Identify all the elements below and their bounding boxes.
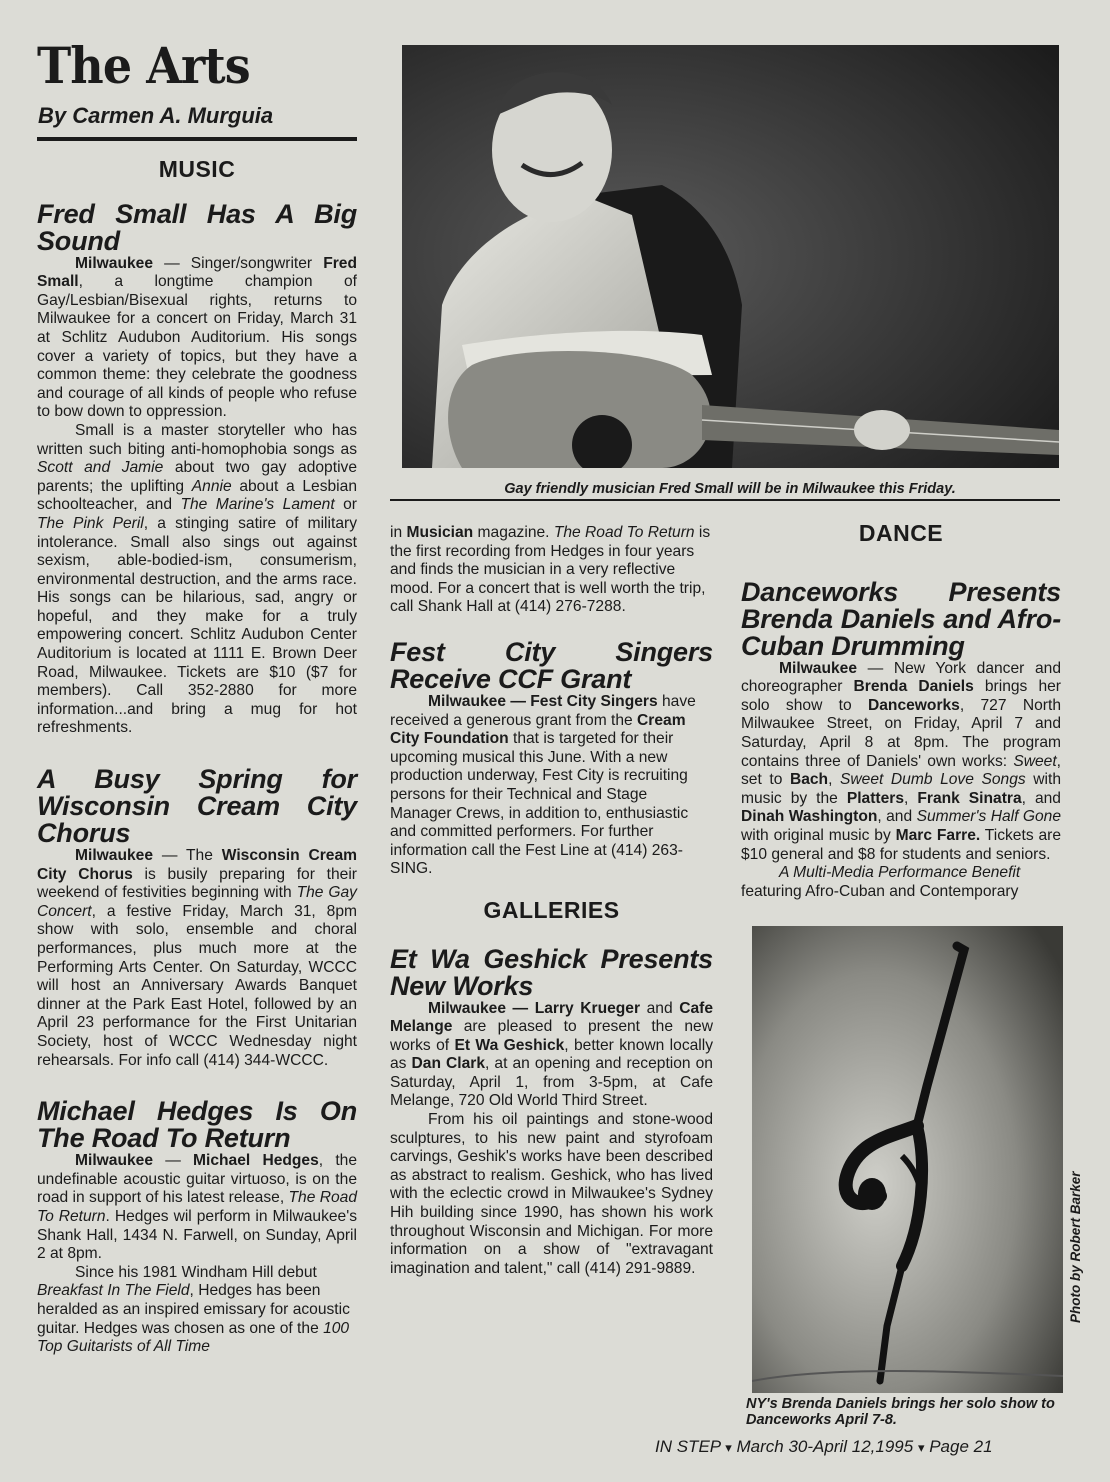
- dancer-photo-illustration: [752, 926, 1063, 1393]
- section-heading-galleries: GALLERIES: [483, 896, 620, 923]
- article-headline: Fred Small Has A Big Sound: [37, 198, 357, 256]
- page-footer: [655, 1436, 993, 1459]
- caption-rule: [390, 499, 1060, 501]
- article-paragraph: Small is a master storyteller who has written such biting anti-homophobia songs as Scott and Jamie about two gay adoptive parents; the uplifting Annie about a Lesbian schoolteacher, and The Marine's Lament or The Pink Peril, a stinging satire of military intolerance. Small also sings out against sexism, able-bodied-ism, consumerism, environmental destruction, and the arms race. His songs can be hilarious, sad, angry or hopeful, and they make for a truly empowering concert. Schlitz Audubon Center Auditorium is located at 1111 E. Brown Deer Road, Milwaukee. Tickets are $10 ($7 for members). Call 352-2880 for more information...and bring a mug for hot refreshments.: [37, 421, 357, 737]
- publication-name: IN STEP: [655, 1437, 721, 1456]
- article-paragraph: Milwaukee — New York dancer and choreographer Brenda Daniels brings her solo show to Danceworks, 727 North Milwaukee Street, on Friday, April 7 and Saturday, April 8 at 8pm. The program contains three of Daniels' own works: Sweet, set to Bach, Sweet Dumb Love Songs with music by the Platters, Frank Sinatra, and Dinah Washington, and Summer's Half Gone with original music by Marc Farre. Tickets are $10 general and $8 for students and seniors.: [741, 659, 1062, 863]
- page-number: Page 21: [929, 1437, 993, 1456]
- musician-photo-illustration: [402, 45, 1059, 468]
- photo-caption: NY's Brenda Daniels brings her solo show to Danceworks April 7-8.: [746, 1396, 1055, 1428]
- section-title: The Arts: [37, 36, 250, 95]
- footer-separator: ▾: [725, 1440, 732, 1455]
- byline: By Carmen A. Murguia: [38, 103, 274, 128]
- article-paragraph: Milwaukee — Singer/songwriter Fred Small, a longtime champion of Gay/Lesbian/Bisexual rights, returns to Milwaukee for a concert on Friday, March 31 at Schlitz Audubon Auditorium. His songs cover a variety of topics, but they have a common theme: they celebrate the goodness and courage of all kinds of people who refuse to bow down to oppression.: [37, 254, 357, 421]
- article-paragraph: Milwaukee — Fest City Singers have received a generous grant from the Cream City Foundation that is targeted for their upcoming musical this June. With a new production underway, Fest City is recruiting persons for their Technical and Stage Manager Crews, in addition to, enthusiastic and committed performers. For further information call the Fest Line at (414) 263-SING.: [390, 692, 696, 878]
- photo-credit: Photo by Robert Barker: [1068, 1171, 1083, 1323]
- article-headline: Fest City Singers Receive CCF Grant: [390, 636, 713, 694]
- article-paragraph: Milwaukee — Michael Hedges, the undefinable acoustic guitar virtuoso, is on the road in support of his latest release, The Road To Return. Hedges wil perform in Milwaukee's Shank Hall, 1434 N. Farwell, on Sunday, April 2 at 8pm.: [37, 1152, 358, 1263]
- article-paragraph: Milwaukee — Larry Krueger and Cafe Melange are pleased to present the new works of Et Wa Geshick, better known locally as Dan Clark, at an opening and reception on Saturday, April 1, from 3-5pm, at Cafe Melange, 720 Old World Third Street.: [390, 999, 714, 1110]
- photo-brenda-daniels: [752, 926, 1063, 1393]
- photo-caption: Gay friendly musician Fred Small will be in Milwaukee this Friday.: [504, 481, 956, 497]
- article-paragraph: A Multi-Media Performance Benefit featuring Afro-Cuban and Contemporary: [741, 864, 1021, 900]
- article-headline: Danceworks Presents Brenda Daniels and Afro-Cuban Drumming: [741, 576, 1061, 661]
- section-heading-dance: DANCE: [858, 520, 944, 546]
- article-headline: Michael Hedges Is On The Road To Return: [37, 1096, 357, 1154]
- article-paragraph: From his oil paintings and stone-wood sculptures, to his new paint and styrofoam carvings, Geshik's works have been described as abstract to realism. Geshick, who has lived with the eclectic crowd in Milwaukee's Sydney Hih building since 1990, has shown his work throughout Wisconsin and Michigan. For more information on a show of "extravagant imagination and talent," call (414) 291-9889.: [390, 1111, 713, 1277]
- article-headline: A Busy Spring for Wisconsin Cream City Chorus: [37, 764, 357, 849]
- article-headline: Et Wa Geshick Presents New Works: [390, 943, 713, 1001]
- article-paragraph: in Musician magazine. The Road To Return is the first recording from Hedges in four years and finds the musician in a very reflective mood. For a concert that is well worth the trip, call Shank Hall at (414) 276-7288.: [390, 524, 711, 616]
- photo-fred-small: [402, 45, 1059, 468]
- issue-date: March 30-April 12,1995: [736, 1437, 914, 1456]
- column-3: [741, 520, 1062, 901]
- article-paragraph: Milwaukee — The Wisconsin Cream City Chorus is busily preparing for their weekend of festivities beginning with The Gay Concert, a festive Friday, March 31, 8pm show with solo, ensemble and choral performances, plus much more at the Performing Arts Center. On Saturday, WCCC will host an Anniversary Awards Banquet dinner at the Park East Hotel, followed by an April 23 performance for the First Unitarian Society, host of WCCC Wednesday night rehearsals. For info call (414) 344-WCCC.: [37, 847, 357, 1069]
- column-1: [37, 156, 358, 1357]
- article-paragraph: Since his 1981 Windham Hill debut Breakfast In The Field, Hedges has been heralded as an inspired emissary for acoustic guitar. Hedges was chosen as one of the 100 Top Guitarists of All Time: [37, 1263, 350, 1356]
- column-2: [390, 524, 713, 1278]
- section-heading-music: MUSIC: [158, 156, 236, 182]
- footer-separator: ▾: [917, 1440, 925, 1455]
- masthead-rule: [37, 137, 357, 141]
